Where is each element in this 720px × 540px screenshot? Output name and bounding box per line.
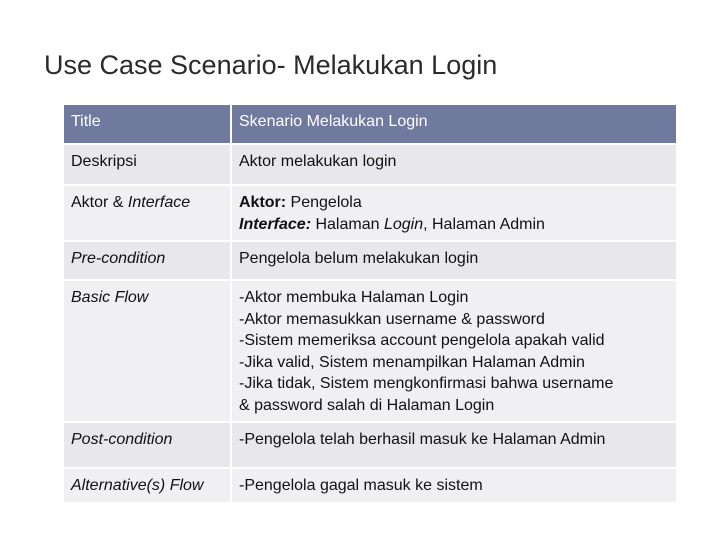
aktor-key: Aktor: — [239, 194, 287, 211]
deskripsi-value: Aktor melakukan login — [231, 144, 677, 185]
interface-val-1: Halaman — [311, 215, 384, 233]
postcondition-label: Post-condition — [63, 422, 231, 468]
table-header-row — [63, 104, 677, 144]
precondition-value: Pengelola belum melakukan login — [231, 241, 677, 280]
aktor-val: Pengelola — [286, 194, 362, 211]
interface-val-login: Login — [383, 215, 424, 233]
basic-flow-line: -Aktor memasukkan username & password — [239, 310, 545, 328]
aktor-value — [231, 185, 677, 241]
basic-flow-value — [231, 280, 677, 422]
interface-key: Interface: — [239, 215, 312, 233]
table-row-basic-flow — [63, 280, 677, 422]
basic-flow-line: -Jika tidak, Sistem mengkonfirmasi bahwa username — [239, 375, 614, 392]
table-row-deskripsi — [63, 144, 677, 185]
header-value-cell: Skenario Melakukan Login — [231, 104, 677, 144]
precondition-label: Pre-condition — [63, 241, 231, 280]
aktor-label-plain: Aktor & — [71, 194, 128, 211]
basic-flow-label: Basic Flow — [63, 280, 231, 422]
table-row-aktor — [63, 185, 677, 241]
table-row-precondition — [63, 241, 677, 280]
table-row-postcondition — [63, 422, 677, 468]
deskripsi-label: Deskripsi — [63, 144, 231, 185]
header-label-cell: Title — [63, 104, 231, 144]
alternative-value: -Pengelola gagal masuk ke sistem — [231, 468, 677, 503]
aktor-label — [63, 185, 231, 241]
postcondition-value: -Pengelola telah berhasil masuk ke Halaman Admin — [231, 422, 677, 468]
basic-flow-line: & password salah di Halaman Login — [239, 396, 495, 414]
basic-flow-line: -Jika valid, Sistem menampilkan Halaman Admin — [239, 353, 585, 371]
table-row-alternative — [63, 468, 677, 503]
slide-title: Use Case Scenario- Melakukan Login — [44, 50, 498, 80]
alternative-label: Alternative(s) Flow — [63, 468, 231, 503]
basic-flow-line: -Sistem memeriksa account pengelola apakah valid — [239, 332, 605, 349]
interface-line — [239, 214, 669, 236]
scenario-table — [62, 103, 678, 504]
basic-flow-line: -Aktor membuka Halaman Login — [239, 289, 469, 306]
aktor-line — [239, 192, 669, 214]
aktor-label-italic: Interface — [127, 194, 191, 211]
interface-val-2: , Halaman Admin — [423, 215, 545, 233]
